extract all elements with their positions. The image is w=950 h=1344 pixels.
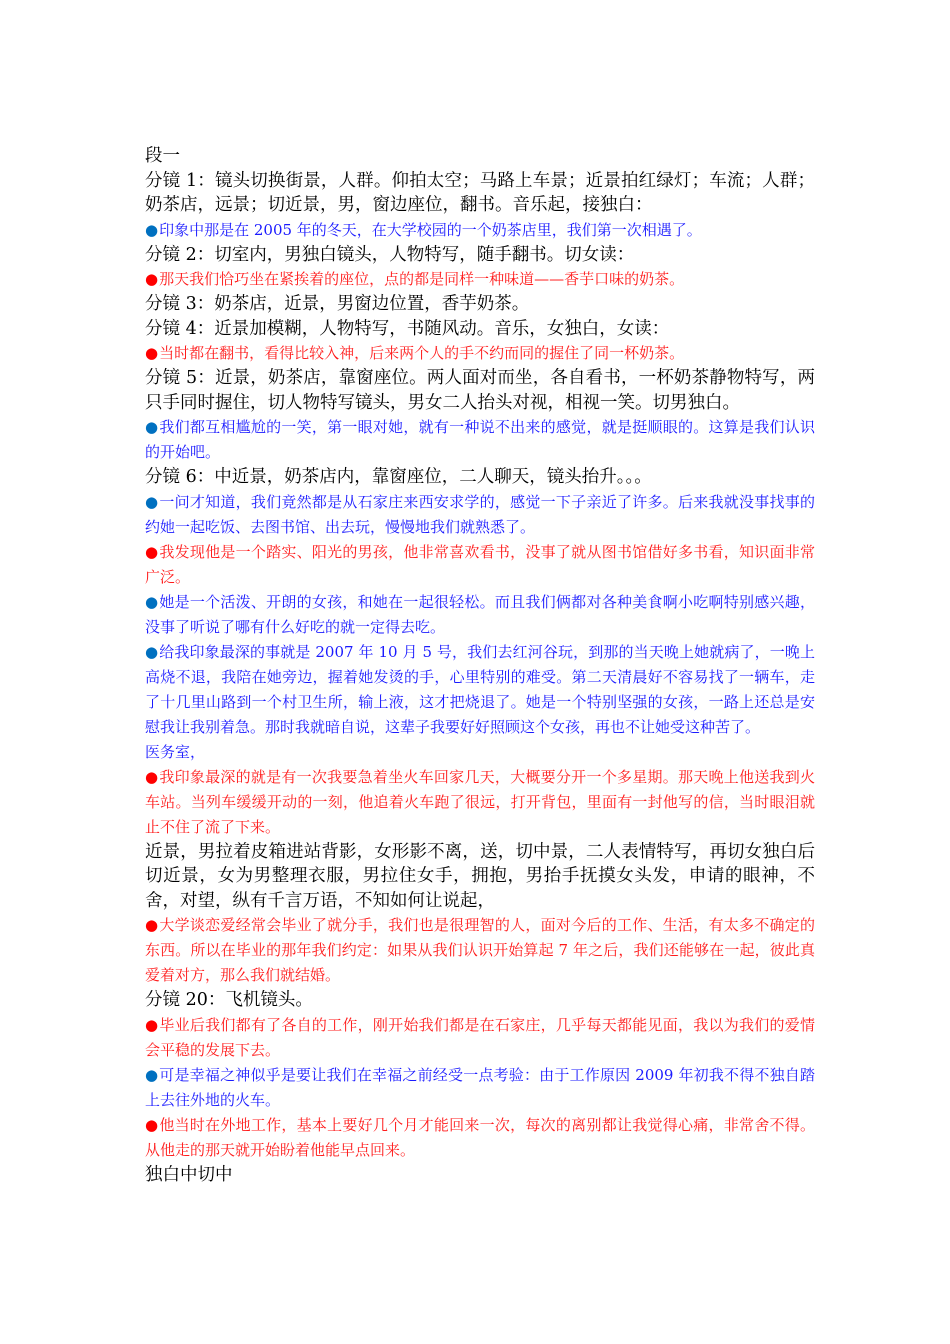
monologue-male: ●给我印象最深的事就是 2007 年 10 月 5 号，我们去红河谷玩，到那的当天晚上她就病了，一晚上高烧不退，我陪在她旁边，握着她发烫的手，心里特别的难受。第二天清晨好不容易找了一辆车，走了十几里山路到一个村卫生所，输上液，这才把烧退了。她是一个特别坚强的女孩，一路上还总是安慰我让我别着急。那时我就暗自说，这辈子我要好好照顾这个女孩，再也不让她受这种苦了。 bbox=[145, 642, 815, 736]
document-body bbox=[145, 144, 815, 1187]
bullet-red-icon: ● bbox=[145, 767, 159, 786]
shot-line: 分镜 20：飞机镜头。 bbox=[145, 990, 313, 1010]
monologue-female: ●我发现他是一个踏实、阳光的男孩，他非常喜欢看书，没事了就从图书馆借好多书看，知识面非常广泛。 bbox=[145, 542, 815, 586]
shot-line: 分镜 4：近景加模糊，人物特写，书随风动。音乐，女独白，女读： bbox=[145, 318, 670, 339]
monologue-male: ●可是幸福之神似乎是要让我们在幸福之前经受一点考验：由于工作原因 2009 年初我不得不独自踏上去往外地的火车。 bbox=[145, 1065, 816, 1109]
shot-line: 分镜 6：中近景，奶茶店内，靠窗座位，二人聊天，镜头抬升。。。 bbox=[145, 467, 652, 487]
bullet-red-icon: ● bbox=[145, 916, 159, 934]
monologue-female: ●毕业后我们都有了各自的工作，刚开始我们都是在石家庄，几乎每天都能见面，我以为我们的爱情会平稳的发展下去。 bbox=[145, 1015, 815, 1059]
monologue-female: ●大学谈恋爱经常会毕业了就分手，我们也是很理智的人，面对今后的工作、生活，有太多不确定的东西。所以在毕业的那年我们约定：如果从我们认识开始算起 7 年之后，我们还能够在一起，彼此真爱着对方，那么我们就结婚。 bbox=[145, 916, 815, 984]
monologue-female: ●当时都在翻书，看得比较入神，后来两个人的手不约而同的握住了同一杯奶茶。 bbox=[145, 344, 685, 362]
bullet-red-icon: ● bbox=[145, 344, 159, 362]
bullet-blue-icon: ● bbox=[145, 220, 159, 239]
shot-line: 分镜 1：镜头切换街景，人群。仰拍太空；马路上车景；近景拍红绿灯；车流；人群；奶茶店，远景；切近景，男，窗边座位，翻书。音乐起，接独白： bbox=[145, 170, 815, 215]
bullet-red-icon: ● bbox=[145, 542, 159, 561]
monologue-female: ●那天我们恰巧坐在紧挨着的座位，点的都是同样一种味道——香芋口味的奶茶。 bbox=[145, 270, 685, 288]
monologue-female: ●我印象最深的就是有一次我要急着坐火车回家几天，大概要分开一个多星期。那天晚上他送我到火车站。当列车缓缓开动的一刻，他追着火车跑了很远，打开背包，里面有一封他写的信，当时眼泪就止不住了流了下来。 bbox=[145, 767, 815, 836]
bullet-blue-icon: ● bbox=[145, 492, 159, 511]
bullet-blue-icon: ● bbox=[145, 592, 159, 611]
shot-line: 分镜 2：切室内，男独白镜头，人物特写，随手翻书。切女读： bbox=[145, 244, 635, 265]
bullet-blue-icon: ● bbox=[145, 642, 159, 661]
monologue-male: ●印象中那是在 2005 年的冬天，在大学校园的一个奶茶店里，我们第一次相遇了。 bbox=[145, 220, 702, 239]
bullet-blue-icon: ● bbox=[145, 418, 159, 436]
bullet-blue-icon: ● bbox=[145, 1065, 159, 1084]
shot-line: 分镜 5：近景，奶茶店，靠窗座位。两人面对而坐，各自看书，一杯奶茶静物特写，两只手同时握住，切人物特写镜头，男女二人抬头对视，相视一笑。切男独白。 bbox=[145, 368, 815, 413]
monologue-male: ●我们都互相尴尬的一笑，第一眼对她，就有一种说不出来的感觉，就是挺顺眼的。这算是我们认识的开始吧。 bbox=[145, 418, 815, 461]
shot-line: 分镜 3：奶茶店，近景，男窗边位置，香芋奶茶。 bbox=[145, 294, 530, 314]
bullet-red-icon: ● bbox=[145, 270, 159, 288]
note-line: 医务室， bbox=[145, 742, 206, 761]
monologue-male: ●她是一个活泼、开朗的女孩，和她在一起很轻松。而且我们俩都对各种美食啊小吃啊特别感兴趣，没事了听说了哪有什么好吃的就一定得去吃。 bbox=[145, 592, 815, 636]
monologue-female: ●他当时在外地工作，基本上要好几个月才能回来一次，每次的离别都让我觉得心痛，非常舍不得。从他走的那天就开始盼着他能早点回来。 bbox=[145, 1115, 815, 1159]
bullet-red-icon: ● bbox=[145, 1015, 159, 1034]
bullet-red-icon: ● bbox=[145, 1115, 159, 1134]
monologue-male: ●一问才知道，我们竟然都是从石家庄来西安求学的，感觉一下子亲近了许多。后来我就没事找事的约她一起吃饭、去图书馆、出去玩，慢慢地我们就熟悉了。 bbox=[145, 492, 815, 536]
shot-line: 独白中切中 bbox=[145, 1164, 233, 1185]
shot-line: 近景，男拉着皮箱进站背影，女形影不离，送，切中景，二人表情特写，再切女独白后切近景，女为男整理衣服，男拉住女手，拥抱，男抬手抚摸女头发，申请的眼神，不舍，对望，纵有千言万语，不知如何让说起， bbox=[145, 841, 815, 911]
section-heading: 段一 bbox=[145, 146, 180, 166]
